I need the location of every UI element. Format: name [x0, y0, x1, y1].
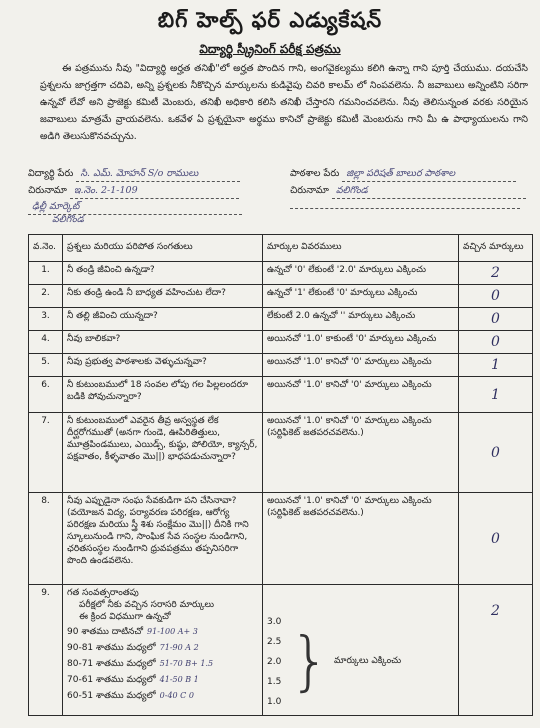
row-score: 0 [459, 331, 533, 354]
table-row [29, 413, 533, 493]
grade-range: 90-81 శాతము మధ్యలో 71-90 A 2 [67, 643, 199, 653]
table-row [29, 308, 533, 331]
grades-line: పరీక్షలో నీకు వచ్చిన సరాసరి మార్కులు [79, 600, 215, 610]
table-row [29, 493, 533, 585]
row-score: 0 [459, 308, 533, 331]
row-number: 5. [29, 354, 63, 377]
form-title: బిగ్ హెల్ప్ ఫర్ ఎడ్యుకేషన్ [157, 8, 383, 32]
student-address-line-3 [48, 214, 242, 227]
row-number: 6. [29, 377, 63, 413]
row-marks: అయినచో '1.0' కాకుంటే '0' మార్కులు ఎక్కించు [263, 331, 459, 354]
school-address-field [290, 185, 526, 199]
header-question: ప్రశ్నలు మరియు పరిపోత సంగతులు [63, 235, 263, 262]
marks-scale: 3.0 2.5 2.0 1.5 1.0 [267, 617, 282, 707]
row-question: నీ తండ్రి జీవించి ఉన్నడా? [63, 262, 263, 285]
school-address-value: వలిగొండ [332, 185, 526, 199]
header-score: వచ్చిన మార్కులు [459, 235, 533, 262]
grade-range: 80-71 శాతము మధ్యలో 51-70 B+ 1.5 [67, 659, 214, 669]
row-question: నీవు బాలికవా? [63, 331, 263, 354]
row-score: 1 [459, 354, 533, 377]
row-marks: ఉన్నచో '0' లేకుంటే '2.0' మార్కులు ఎక్కించు [263, 262, 459, 285]
header-marks-details: మార్కుల వివరములు [263, 235, 459, 262]
row-question [63, 585, 263, 716]
row-question: నీవు ప్రభుత్వ పాఠశాలకు వెళ్ళుచున్నవా? [63, 354, 263, 377]
row-number: 7. [29, 413, 63, 493]
grades-line: ఈ క్రింద విధముగా ఉన్నచో [79, 612, 171, 622]
grade-range: 60-51 శాతము మధ్యలో 0-40 C 0 [67, 691, 194, 701]
row-score: 0 [459, 413, 533, 493]
grade-range: 70-61 శాతము మధ్యలో 41-50 B 1 [67, 675, 199, 685]
table-row [29, 262, 533, 285]
school-name-value: జిల్లా పరిషత్ బాలుర పాఠశాల [342, 168, 516, 182]
school-name-field [290, 168, 516, 182]
form-subtitle: విద్యార్థి స్క్రీనింగ్ పరీక్ష పత్రము [199, 42, 341, 56]
row-score: 2 [459, 585, 533, 716]
table-row [29, 331, 533, 354]
row-score: 2 [459, 262, 533, 285]
student-address-value-2: ఢిల్లీ మార్కెట్ [28, 201, 242, 215]
marks-instruction: మార్కులు ఎక్కించు [334, 656, 402, 666]
row-number: 4. [29, 331, 63, 354]
row-score: 0 [459, 285, 533, 308]
table-header-row [29, 235, 533, 262]
grades-title: గత సంవత్సరాంతపు [67, 588, 139, 598]
row-question: నీ కుటుంబములో ఎవరైన తీవ్ర అస్వస్థత లేక దీర్ఘరోగముతో (అనగా గుండె, ఊపిరితిత్తులు, మూత్రపిండములు, ఎయిడ్స్, కుష్ఠు, పోలియో, క్యాన్సర్, పక్షవాతం, కీళ్ళవాతం మొ||) భాధపడుచున్నారా? [63, 413, 263, 493]
student-address-value-3: వలిగొండ [52, 214, 84, 225]
school-address-line-2 [290, 201, 520, 212]
row-question: నీవు ఎప్పుడైనా సంఘ సేవకుడిగా పని చేసినావా? (వయోజన విద్య, పర్యావరణ పరిరక్షణ, ఆరోగ్య పరిరక్షణ మరియు స్త్రీ శిశు సంక్షేమం మొ||) దీనికి గాని స్కూలునుండి గాని, సాంఘిక సేవ సంస్థల నుండిగాని, ఛరితసంస్థల నుండిగాని ధ్రువపత్రము తప్పనిసరిగా పొంది ఉండవలెను. [63, 493, 263, 585]
student-address-label: చిరునామా [28, 185, 67, 196]
row-marks: లేకుంటే 2.0 ఉన్నచో '' మార్కులు ఎక్కించు [263, 308, 459, 331]
brace-icon: } [289, 625, 331, 699]
table-row [29, 354, 533, 377]
student-details [28, 168, 528, 225]
student-address-value: ఇ.నెం. 2-1-109 [70, 185, 239, 199]
header-serial: వ.నెం. [29, 235, 63, 262]
row-marks: ఉన్నచో '1' లేకుంటే '0' మార్కులు ఎక్కించు [263, 285, 459, 308]
student-name-value: సి. ఎమ్. మోహన్ S/o రాములు [76, 168, 240, 182]
row-marks: అయినచో '1.0' కానిచో '0' మార్కులు ఎక్కించు (సర్టిఫికెట్ జతపరచవలెను.) [263, 413, 459, 493]
row-marks: అయినచో '1.0' కానిచో '0' మార్కులు ఎక్కించు [263, 377, 459, 413]
table-row-grades [29, 585, 533, 716]
row-marks: అయినచో '1.0' కానిచో '0' మార్కులు ఎక్కించు [263, 354, 459, 377]
screening-table [28, 234, 533, 716]
table-row [29, 377, 533, 413]
row-marks: అయినచో '1.0' కానిచో '0' మార్కులు ఎక్కించు (సర్టిఫికెట్ జతపరచవలెను.) [263, 493, 459, 585]
row-score: 1 [459, 377, 533, 413]
row-marks [263, 585, 459, 716]
student-address-line-2 [28, 201, 242, 215]
row-question: నీ తల్లి జీవించి యున్నదా? [63, 308, 263, 331]
row-number: 3. [29, 308, 63, 331]
row-question: నీకు తండ్రి ఉండి నీ బాధ్యత వహించుట లేదా? [63, 285, 263, 308]
row-number: 8. [29, 493, 63, 585]
instructions-text: ఈ పత్రమును నీవు "విద్యార్థి అర్హత తనిఖీ"లో అర్హత పొందిన గాని, అంగవైకల్యము కలిగి ఉన్నా గాని పూర్తి చేయుము. దయచేసి ప్రశ్నలను జాగ్రత్తగా చదివి, అన్ని ప్రశ్నలకు నీకొచ్చిన మార్కులను కుడివైపు చివరి కాలమ్ లో నింపవలెను. నీ జవాబులు అన్నింటిని సరిగా ఉన్నవో లేవో అని ప్రాజెక్టు కమిటీ మెంబరు, తనిఖీ అధికారి కలిసి తనిఖీ చేస్తారని గమనించవలెను. నీవు తెలిసున్నంత వరకు సరియైన జవాబులు మాత్రమే వ్రాయవలెను. ఒకవేళ ఏ ప్రశ్నయైనా అర్థము కానిచో ప్రాజెక్టు కమిటీ మెంబరును గాని మీ ఉ పాధ్యాయులను గాని అడిగి తెలుసుకొనవచ్చును. [40, 63, 528, 142]
student-name-field [28, 168, 240, 182]
table-row [29, 285, 533, 308]
grade-range: 90 శాతము దాటినచో 91-100 A+ 3 [67, 627, 198, 637]
school-name-label: పాఠశాల పేరు [290, 168, 340, 179]
row-score: 0 [459, 493, 533, 585]
instructions-paragraph [40, 60, 528, 145]
school-address-label: చిరునామా [290, 185, 329, 196]
row-number: 2. [29, 285, 63, 308]
row-number: 9. [29, 585, 63, 716]
student-name-label: విద్యార్థి పేరు [28, 168, 74, 179]
row-number: 1. [29, 262, 63, 285]
row-question: నీ కుటుంబములో 18 సంవల లోపు గల పిల్లలందరూ బడికి పోవుచున్నారా? [63, 377, 263, 413]
student-address-field [28, 185, 239, 199]
